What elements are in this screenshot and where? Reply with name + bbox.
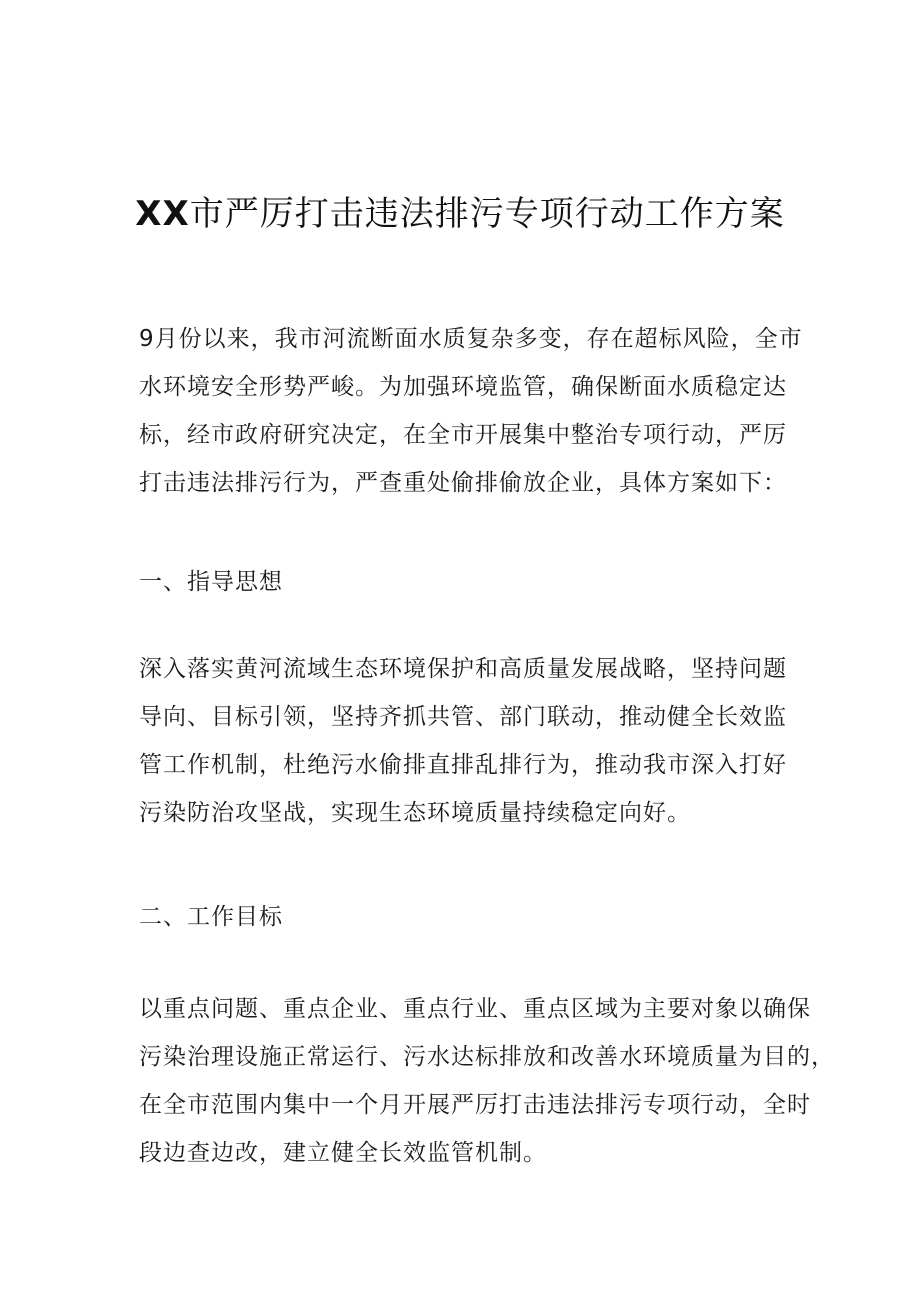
section-2-line: 在全市范围内集中一个月开展严厉打击违法排污专项行动，全时 (139, 1092, 811, 1118)
section-1-line: 深入落实黄河流域生态环境保护和高质量发展战略，坚持问题 (139, 656, 787, 682)
document-title (0, 190, 920, 238)
section-2-heading: 二、工作目标 (139, 904, 283, 930)
section-1-line: 管工作机制，杜绝污水偷排直排乱排行为，推动我市深入打好 (139, 752, 787, 778)
title-prefix: XX (135, 194, 190, 234)
section-2-line: 污染治理设施正常运行、污水达标排放和改善水环境质量为目的， (139, 1044, 835, 1070)
section-2-line: 以重点问题、重点企业、重点行业、重点区域为主要对象以确保 (139, 996, 811, 1022)
intro-line: 水环境安全形势严峻。为加强环境监管，确保断面水质稳定达 (139, 374, 787, 400)
intro-line: 打击违法排污行为，严查重处偷排偷放企业，具体方案如下： (139, 470, 787, 496)
title-text: 市严厉打击违法排污专项行动工作方案 (189, 194, 785, 234)
section-2-line: 段边查边改，建立健全长效监管机制。 (139, 1140, 547, 1166)
intro-line: 9月份以来，我市河流断面水质复杂多变，存在超标风险，全市 (139, 326, 803, 352)
section-1-line: 污染防治攻坚战，实现生态环境质量持续稳定向好。 (139, 800, 691, 826)
intro-line: 标，经市政府研究决定，在全市开展集中整治专项行动，严厉 (139, 422, 787, 448)
intro-paragraph (139, 315, 803, 507)
section-1-heading: 一、指导思想 (139, 569, 283, 595)
section-1-paragraph (139, 645, 789, 837)
section-2-paragraph (139, 985, 835, 1177)
section-1-line: 导向、目标引领，坚持齐抓共管、部门联动，推动健全长效监 (139, 704, 787, 730)
